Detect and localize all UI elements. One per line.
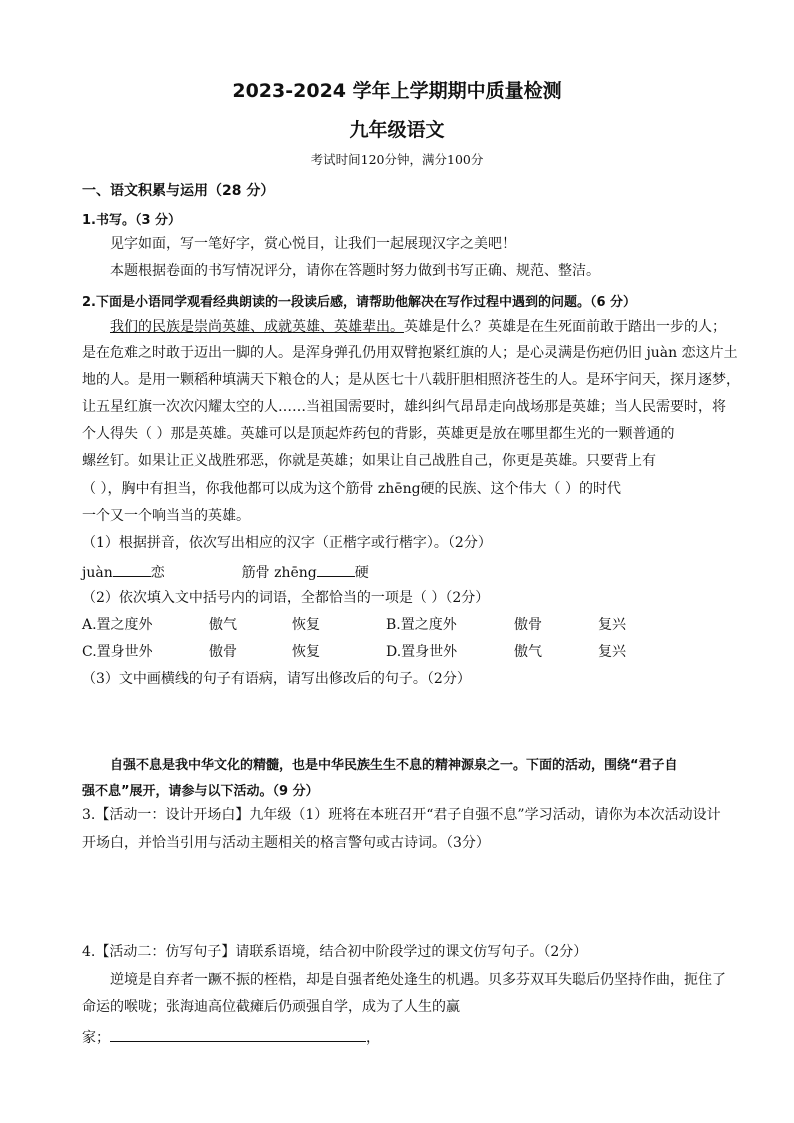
answer-blank[interactable]	[110, 1029, 366, 1042]
option-c-word3: 恢复	[292, 644, 320, 660]
option-b-word3: 复兴	[598, 617, 626, 633]
underlined-sentence: 我们的民族是崇尚英雄、成就英雄、英雄辈出。	[110, 319, 404, 335]
q4-line-3	[82, 1029, 380, 1045]
answer-blank[interactable]	[113, 564, 151, 577]
q4-line-2: 命运的喉咙；张海迪高位截瘫后仍顽强自学，成为了人生的赢	[82, 999, 460, 1015]
q4-line-3-start: 家；	[82, 1030, 110, 1046]
q2-sub1-items	[82, 564, 369, 580]
option-a-word3: 恢复	[292, 617, 320, 633]
option-b-word2: 傲骨	[514, 617, 542, 633]
passage-line-1	[110, 320, 726, 334]
passage-line-3: 地的人。是用一颗稻种填满天下粮仓的人；是从医七十八载肝胆相照济苍生的人。是环宇问天，探月逐梦，	[82, 372, 740, 388]
item2-char: 硬	[354, 565, 369, 581]
exam-subject: 九年级语文	[349, 119, 445, 141]
item1-char: 恋	[150, 565, 165, 581]
option-a-word2: 傲气	[209, 617, 237, 633]
item1-pinyin: juàn	[82, 565, 113, 581]
q2-sub3-prompt: （3）文中画横线的句子有语病，请写出修改后的句子。（2分）	[82, 671, 471, 687]
q1-line-1: 见字如面，写一笔好字，赏心悦目，让我们一起展现汉字之美吧！	[110, 236, 516, 252]
exam-info: 考试时间120分钟，满分100分	[310, 152, 484, 167]
exam-title: 2023-2024 学年上学期期中质量检测	[232, 80, 562, 102]
option-c-word1: C.置身世外	[82, 644, 153, 660]
passage-line-4: 让五星红旗一次次闪耀太空的人……当祖国需要时，雄纠纠气昂昂走向战场那是英雄；当人民需要时，将	[82, 399, 726, 415]
option-d-word1: D.置身世外	[386, 644, 458, 660]
section-heading: 一、语文积累与运用（28 分）	[82, 183, 275, 199]
q1-line-2: 本题根据卷面的书写情况评分，请你在答题时努力做到书写正确、规范、整洁。	[110, 263, 600, 279]
option-c-word2: 傲骨	[209, 644, 237, 660]
passage-line-8: 一个又一个响当当的英雄。	[82, 508, 250, 524]
option-d-word3: 复兴	[598, 644, 626, 660]
option-d-word2: 傲气	[514, 644, 542, 660]
q2-sub1-prompt: （1）根据拼音，依次写出相应的汉字（正楷字或行楷字）。（2分）	[82, 535, 492, 551]
q3-line-1: 3.【活动一：设计开场白】九年级（1）班将在本班召开“君子自强不息”学习活动，请你为本次活动设计	[82, 807, 721, 823]
item2-pinyin: 筋骨 zhēng	[241, 565, 317, 581]
q4-line-3-end: ，	[366, 1030, 380, 1046]
q2-sub2-prompt: （2）依次填入文中括号内的词语，全都恰当的一项是（ ）（2分）	[82, 590, 490, 606]
passage-line-5: 个人得失（ ）那是英雄。英雄可以是顶起炸药包的背影，英雄更是放在哪里都生光的一颗普通的	[82, 426, 675, 442]
option-b-word1: B.置之度外	[386, 617, 457, 633]
q1-title: 1.书写。（3 分）	[82, 213, 182, 228]
q4-line-1: 逆境是自弃者一蹶不振的桎梏，却是自强者绝处逢生的机遇。贝多芬双耳失聪后仍坚持作曲，扼住了	[110, 972, 726, 988]
q3-line-2: 开场白，并恰当引用与活动主题相关的格言警句或古诗词。（3分）	[82, 835, 490, 851]
passage-line-1-rest: 英雄是什么？英雄是在生死面前敢于踏出一步的人；	[404, 319, 726, 335]
passage-line-6: 螺丝钉。如果让正义战胜邪恶，你就是英雄；如果让自己战胜自己，你更是英雄。只要背上有	[82, 453, 656, 469]
passage-line-2: 是在危难之时敢于迈出一脚的人。是浑身弹孔仍用双臂抱紧红旗的人；是心灵满是伤疤仍旧 juàn 恋这片土	[82, 345, 738, 361]
activity-intro-line-2: 强不息”展开，请参与以下活动。（9 分）	[82, 784, 319, 799]
option-a-word1: A.置之度外	[82, 617, 153, 633]
q2-title: 2.下面是小语同学观看经典朗读的一段读后感，请帮助他解决在写作过程中遇到的问题。（6 分）	[82, 295, 637, 310]
passage-line-7: （ ），胸中有担当，你我他都可以成为这个筋骨 zhēng硬的民族、这个伟大（ ）的时代	[82, 481, 622, 497]
answer-blank[interactable]	[317, 564, 355, 577]
q4-title: 4.【活动二：仿写句子】请联系语境，结合初中阶段学过的课文仿写句子。（2分）	[82, 944, 588, 960]
activity-intro-line-1: 自强不息是我中华文化的精髓，也是中华民族生生不息的精神源泉之一。下面的活动，围绕“君子自	[110, 758, 678, 773]
